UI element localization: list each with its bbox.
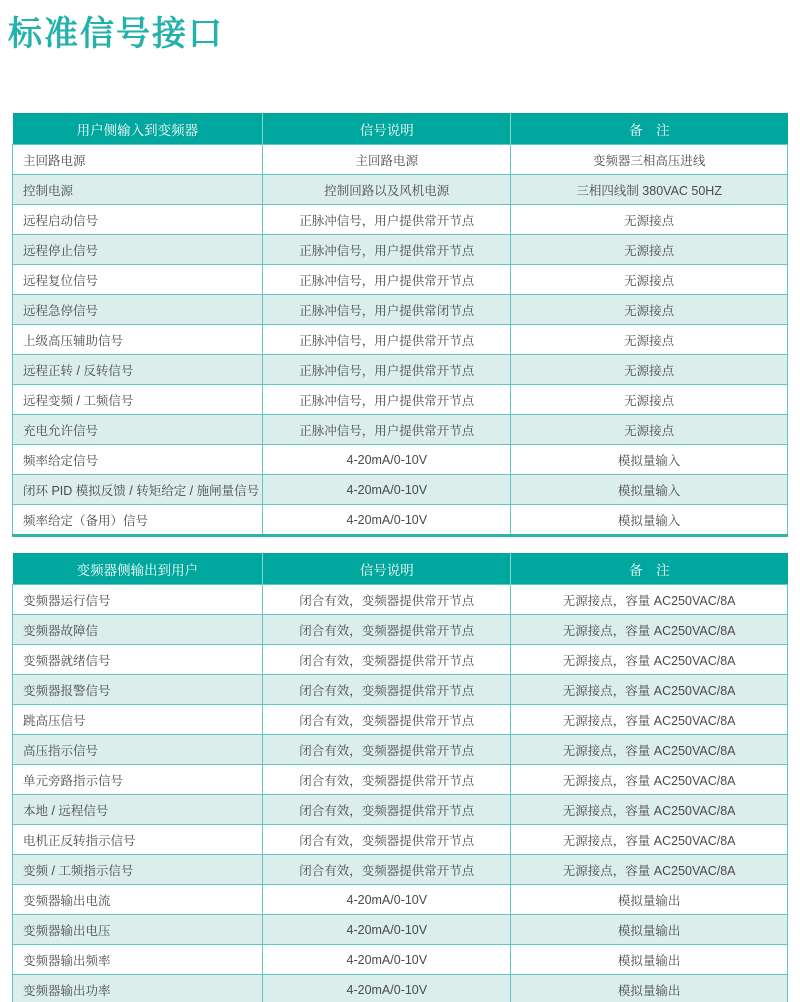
table-cell: 变频器运行信号 — [13, 585, 263, 615]
table-cell: 4-20mA/0-10V — [263, 885, 511, 915]
table-cell: 闭合有效，变频器提供常开节点 — [263, 825, 511, 855]
table-row — [13, 945, 788, 975]
header-row — [13, 553, 788, 585]
column-header: 变频器侧输出到用户 — [13, 553, 263, 585]
table-cell: 远程复位信号 — [13, 265, 263, 295]
table-row — [13, 795, 788, 825]
table-row — [13, 885, 788, 915]
table-cell: 正脉冲信号，用户提供常闭节点 — [263, 295, 511, 325]
table-row — [13, 145, 788, 175]
table-cell: 无源接点 — [511, 265, 788, 295]
table-row — [13, 825, 788, 855]
table-cell: 三相四线制 380VAC 50HZ — [511, 175, 788, 205]
table-cell: 4-20mA/0-10V — [263, 445, 511, 475]
table-row — [13, 645, 788, 675]
table-cell: 控制回路以及风机电源 — [263, 175, 511, 205]
table-cell: 闭合有效，变频器提供常开节点 — [263, 675, 511, 705]
table-cell: 闭合有效，变频器提供常开节点 — [263, 585, 511, 615]
column-header: 用户侧输入到变频器 — [13, 113, 263, 145]
table-cell: 4-20mA/0-10V — [263, 505, 511, 536]
table-cell: 充电允许信号 — [13, 415, 263, 445]
table-cell: 变频器报警信号 — [13, 675, 263, 705]
table-cell: 模拟量输出 — [511, 915, 788, 945]
table-cell: 4-20mA/0-10V — [263, 975, 511, 1002]
table-cell: 无源接点，容量 AC250VAC/8A — [511, 645, 788, 675]
table-cell: 变频 / 工频指示信号 — [13, 855, 263, 885]
table-cell: 变频器输出功率 — [13, 975, 263, 1002]
table-cell: 无源接点，容量 AC250VAC/8A — [511, 615, 788, 645]
table-row — [13, 765, 788, 795]
table-cell: 正脉冲信号，用户提供常开节点 — [263, 235, 511, 265]
table-cell: 本地 / 远程信号 — [13, 795, 263, 825]
table-cell: 模拟量输出 — [511, 885, 788, 915]
table-cell: 无源接点 — [511, 385, 788, 415]
table-row — [13, 505, 788, 536]
table-cell: 闭合有效，变频器提供常开节点 — [263, 735, 511, 765]
table-cell: 闭合有效，变频器提供常开节点 — [263, 765, 511, 795]
table-cell: 无源接点 — [511, 355, 788, 385]
table-cell: 无源接点，容量 AC250VAC/8A — [511, 765, 788, 795]
table-row — [13, 265, 788, 295]
table-row — [13, 705, 788, 735]
table-row — [13, 585, 788, 615]
table-row — [13, 915, 788, 945]
table-cell: 单元旁路指示信号 — [13, 765, 263, 795]
table-cell: 闭合有效，变频器提供常开节点 — [263, 795, 511, 825]
table-cell: 频率给定（备用）信号 — [13, 505, 263, 536]
table-cell: 正脉冲信号，用户提供常开节点 — [263, 265, 511, 295]
table-cell: 频率给定信号 — [13, 445, 263, 475]
column-header: 备 注 — [511, 553, 788, 585]
column-header: 备 注 — [511, 113, 788, 145]
table-cell: 无源接点 — [511, 235, 788, 265]
table-cell: 闭合有效，变频器提供常开节点 — [263, 645, 511, 675]
table-cell: 正脉冲信号，用户提供常开节点 — [263, 355, 511, 385]
table-row — [13, 445, 788, 475]
table-row — [13, 975, 788, 1002]
table-cell: 跳高压信号 — [13, 705, 263, 735]
table-row — [13, 325, 788, 355]
table-cell: 模拟量输入 — [511, 445, 788, 475]
table-cell: 闭环 PID 模拟反馈 / 转矩给定 / 施闸量信号 — [13, 475, 263, 505]
table-cell: 正脉冲信号，用户提供常开节点 — [263, 205, 511, 235]
table-row — [13, 735, 788, 765]
table-row — [13, 295, 788, 325]
table-cell: 模拟量输入 — [511, 475, 788, 505]
table-cell: 远程启动信号 — [13, 205, 263, 235]
table-cell: 高压指示信号 — [13, 735, 263, 765]
table-cell: 变频器三相高压进线 — [511, 145, 788, 175]
table-cell: 变频器输出电流 — [13, 885, 263, 915]
table-cell: 4-20mA/0-10V — [263, 945, 511, 975]
table-cell: 无源接点，容量 AC250VAC/8A — [511, 855, 788, 885]
table-cell: 无源接点，容量 AC250VAC/8A — [511, 795, 788, 825]
table-cell: 无源接点 — [511, 325, 788, 355]
table-cell: 模拟量输出 — [511, 975, 788, 1002]
table-cell: 无源接点 — [511, 415, 788, 445]
table-cell: 无源接点，容量 AC250VAC/8A — [511, 675, 788, 705]
table-cell: 远程变频 / 工频信号 — [13, 385, 263, 415]
table-row — [13, 475, 788, 505]
table-cell: 4-20mA/0-10V — [263, 475, 511, 505]
table-cell: 无源接点，容量 AC250VAC/8A — [511, 705, 788, 735]
table-cell: 远程急停信号 — [13, 295, 263, 325]
table-row — [13, 855, 788, 885]
table-cell: 远程停止信号 — [13, 235, 263, 265]
table-cell: 无源接点，容量 AC250VAC/8A — [511, 825, 788, 855]
table-cell: 主回路电源 — [263, 145, 511, 175]
table-row — [13, 205, 788, 235]
table-row — [13, 675, 788, 705]
table-row — [13, 355, 788, 385]
table-cell: 无源接点 — [511, 205, 788, 235]
table-cell: 闭合有效，变频器提供常开节点 — [263, 855, 511, 885]
table-cell: 电机正反转指示信号 — [13, 825, 263, 855]
table-row — [13, 385, 788, 415]
header-row — [13, 113, 788, 145]
table-cell: 正脉冲信号，用户提供常开节点 — [263, 325, 511, 355]
table-cell: 模拟量输出 — [511, 945, 788, 975]
table-cell: 变频器就绪信号 — [13, 645, 263, 675]
table-cell: 变频器故障信 — [13, 615, 263, 645]
table-row — [13, 415, 788, 445]
table-cell: 闭合有效，变频器提供常开节点 — [263, 705, 511, 735]
table-cell: 闭合有效，变频器提供常开节点 — [263, 615, 511, 645]
table-cell: 远程正转 / 反转信号 — [13, 355, 263, 385]
table-row — [13, 175, 788, 205]
table-cell: 主回路电源 — [13, 145, 263, 175]
table-cell: 4-20mA/0-10V — [263, 915, 511, 945]
table-cell: 上级高压辅助信号 — [13, 325, 263, 355]
column-header: 信号说明 — [263, 113, 511, 145]
table-row — [13, 615, 788, 645]
table-cell: 无源接点，容量 AC250VAC/8A — [511, 735, 788, 765]
table-row — [13, 235, 788, 265]
table-cell: 模拟量输入 — [511, 505, 788, 536]
table-cell: 正脉冲信号，用户提供常开节点 — [263, 415, 511, 445]
input-signals-table — [12, 113, 788, 537]
table-cell: 变频器输出电压 — [13, 915, 263, 945]
table-cell: 无源接点，容量 AC250VAC/8A — [511, 585, 788, 615]
table-cell: 正脉冲信号，用户提供常开节点 — [263, 385, 511, 415]
column-header: 信号说明 — [263, 553, 511, 585]
table-cell: 变频器输出频率 — [13, 945, 263, 975]
output-signals-table — [12, 553, 788, 1002]
table-cell: 无源接点 — [511, 295, 788, 325]
page-title: 标准信号接口 — [8, 15, 224, 53]
table-cell: 控制电源 — [13, 175, 263, 205]
